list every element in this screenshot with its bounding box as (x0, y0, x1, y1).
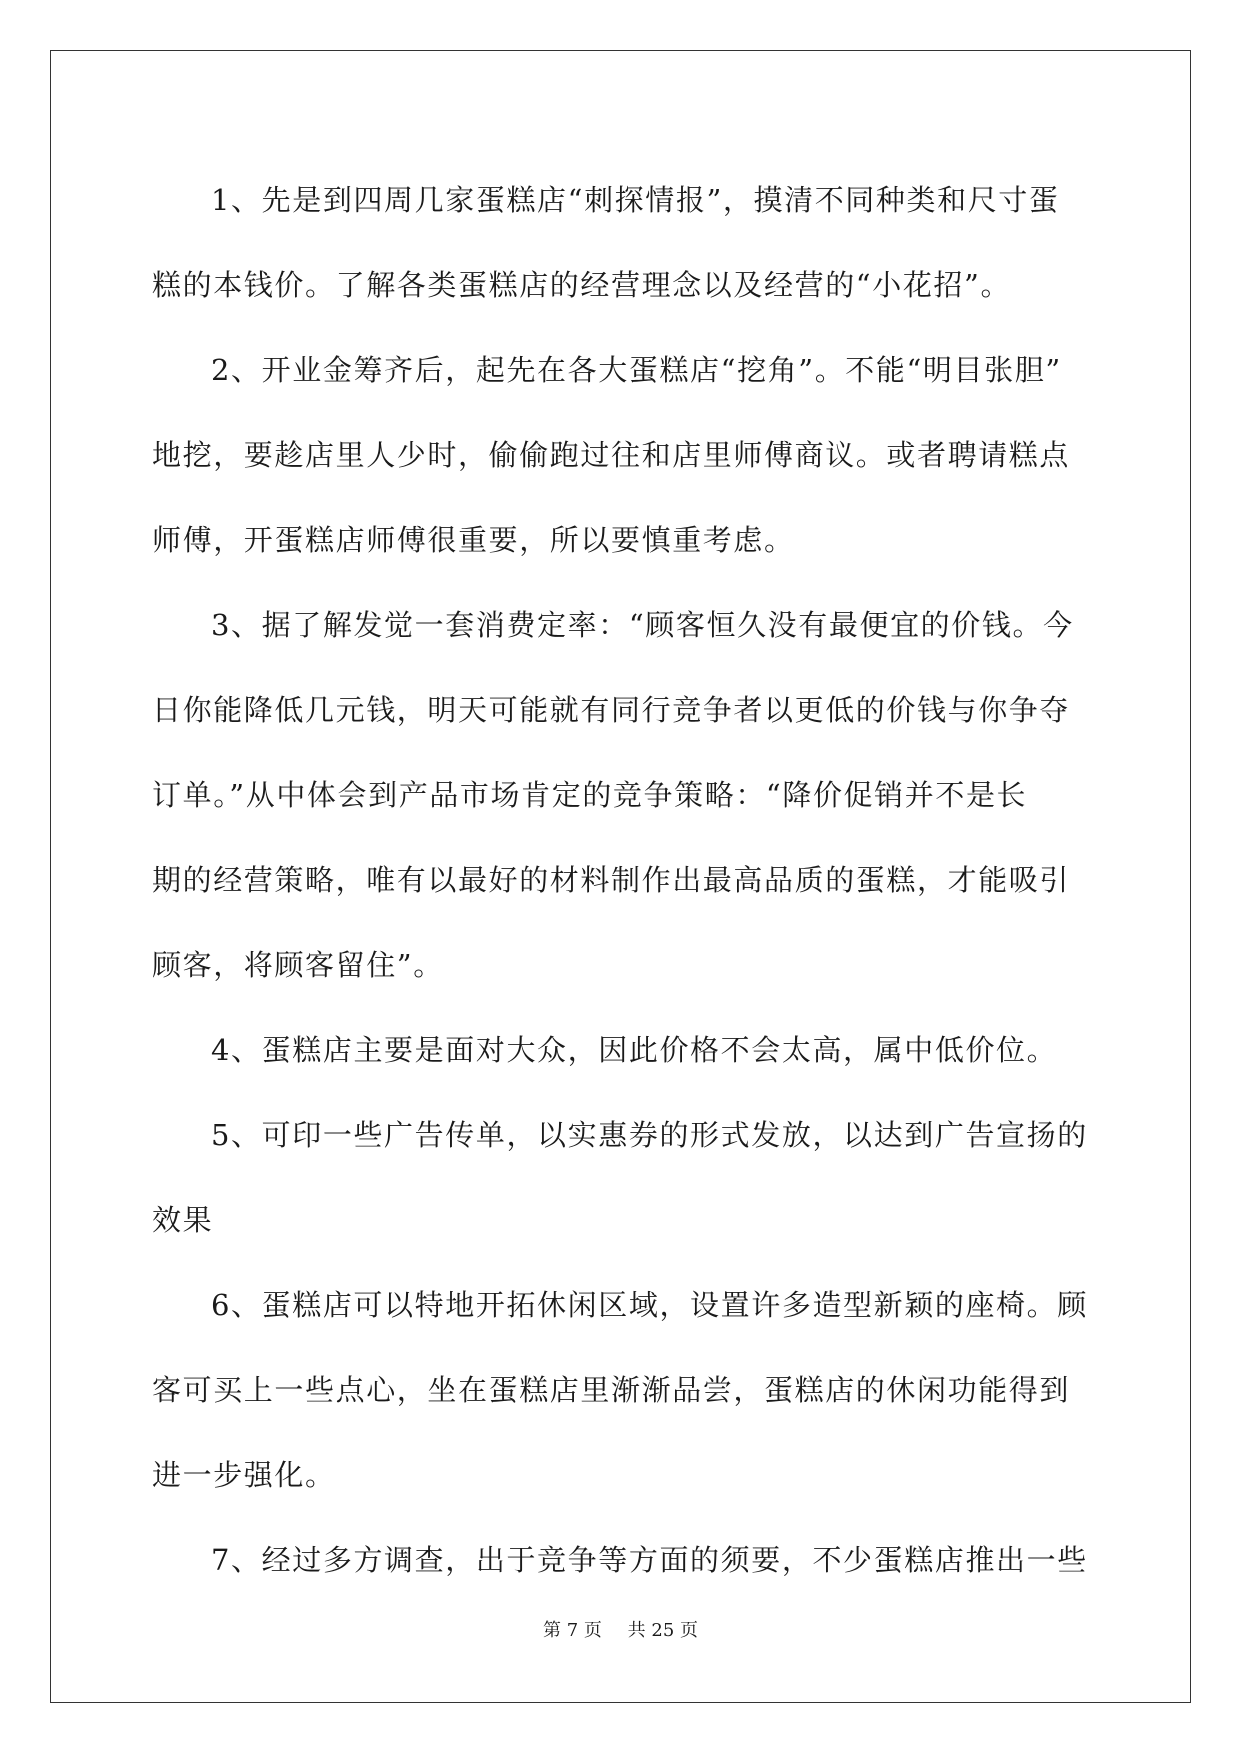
text-line: 顾客，将顾客留住”。 (152, 948, 444, 982)
page-footer (0, 1616, 1241, 1642)
text-line: 4、蛋糕店主要是面对大众，因此价格不会太高，属中低价位。 (211, 1033, 1058, 1067)
text-line: 期的经营策略，唯有以最好的材料制作出最高品质的蛋糕，才能吸引 (152, 863, 1071, 897)
page-total: 共 25 页 (627, 1620, 698, 1641)
text-line: 1、先是到四周几家蛋糕店“刺探情报”，摸清不同种类和尺寸蛋 (211, 183, 1060, 217)
paragraph-5 (152, 1093, 1090, 1263)
paragraph-1 (152, 158, 1090, 328)
page-number: 第 7 页 (543, 1620, 602, 1641)
text-line: 2、开业金筹齐后，起先在各大蛋糕店“挖角”。不能“明目张胆” (211, 353, 1062, 387)
paragraph-3 (152, 583, 1090, 1008)
paragraph-6 (152, 1263, 1090, 1518)
text-line: 订单。”从中体会到产品市场肯定的竞争策略：“降价促销并不是长 (152, 778, 1028, 812)
document-body (152, 158, 1090, 1603)
text-line: 地挖，要趁店里人少时，偷偷跑过往和店里师傅商议。或者聘请糕点 (152, 438, 1071, 472)
text-line: 客可买上一些点心，坐在蛋糕店里渐渐品尝，蛋糕店的休闲功能得到 (152, 1373, 1071, 1407)
text-line: 师傅，开蛋糕店师傅很重要，所以要慎重考虑。 (152, 523, 795, 557)
paragraph-2 (152, 328, 1090, 583)
text-line: 日你能降低几元钱，明天可能就有同行竞争者以更低的价钱与你争夺 (152, 693, 1071, 727)
text-line: 糕的本钱价。了解各类蛋糕店的经营理念以及经营的“小花招”。 (152, 268, 1012, 302)
text-line: 3、据了解发觉一套消费定率：“顾客恒久没有最便宜的价钱。今 (211, 608, 1074, 642)
text-line: 5、可印一些广告传单，以实惠券的形式发放，以达到广告宣扬的 (211, 1118, 1088, 1152)
paragraph-4 (152, 1008, 1090, 1093)
text-line: 7、经过多方调查，出于竞争等方面的须要，不少蛋糕店推出一些 (211, 1543, 1088, 1577)
text-line: 进一步强化。 (152, 1458, 336, 1492)
text-line: 效果 (152, 1203, 214, 1237)
paragraph-7 (152, 1518, 1090, 1603)
text-line: 6、蛋糕店可以特地开拓休闲区域，设置许多造型新颖的座椅。顾 (211, 1288, 1088, 1322)
